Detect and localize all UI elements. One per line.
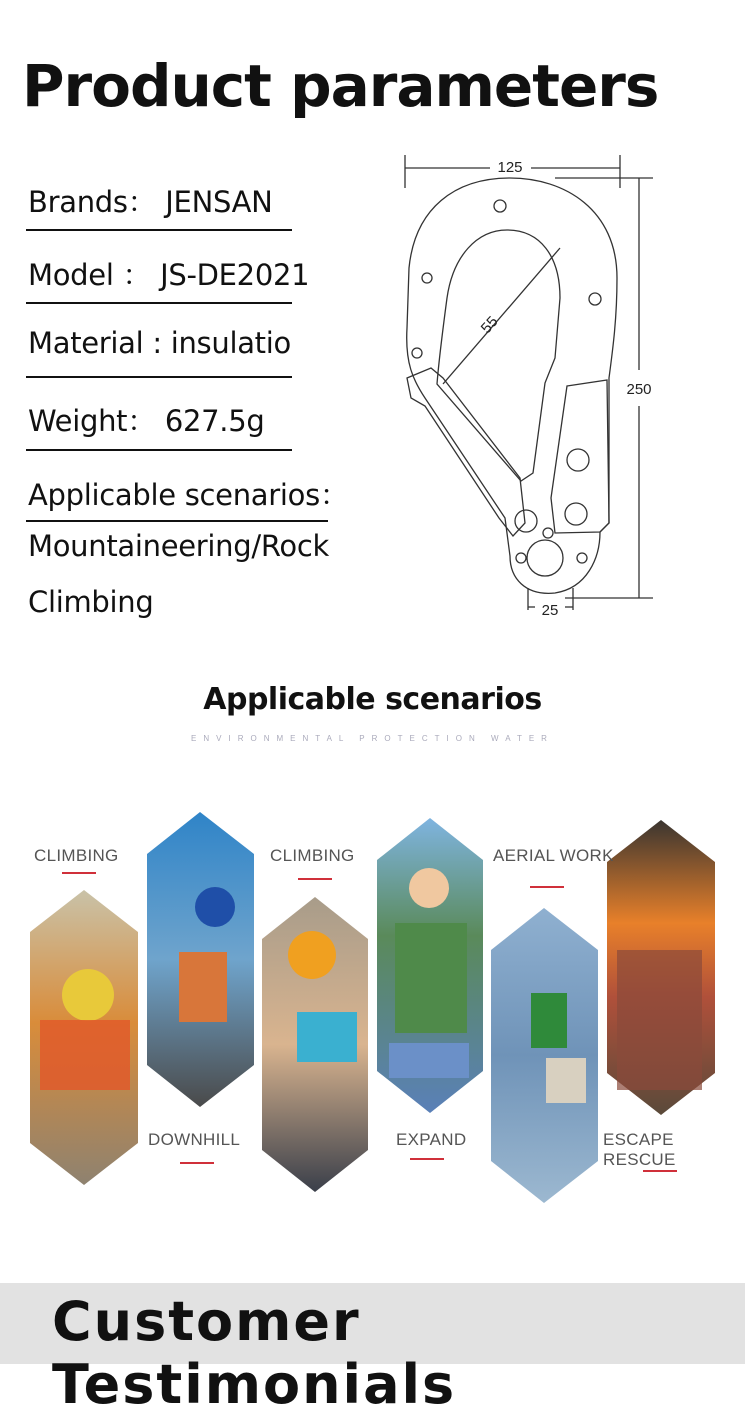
dim-opening-label: 55 xyxy=(477,313,502,337)
spec-model: Model ： JS-DE2021 xyxy=(28,258,310,292)
spec-divider xyxy=(26,302,292,304)
accent-line xyxy=(62,872,96,874)
spec-divider xyxy=(26,229,292,231)
scenario-label-climbing-2: CLIMBING xyxy=(270,846,355,865)
spec-material: Material : insulatio xyxy=(28,326,291,360)
spec-divider xyxy=(26,520,328,522)
accent-line xyxy=(410,1158,444,1160)
climbing-photo-1 xyxy=(30,890,138,1185)
spec-scenarios-value-1: Mountaineering/Rock xyxy=(28,529,329,563)
footer-title: Customer Testimonials xyxy=(52,1290,457,1416)
downhill-photo xyxy=(147,812,254,1107)
scenario-label-aerial-work: AERIAL WORK xyxy=(493,846,614,865)
spec-divider xyxy=(26,449,292,451)
spec-scenarios-label: Applicable scenarios： xyxy=(28,478,349,512)
dim-width-label: 125 xyxy=(497,159,523,176)
dim-eye-label: 25 xyxy=(541,602,559,618)
expand-photo xyxy=(377,818,483,1113)
accent-line xyxy=(298,878,332,880)
carabiner-diagram xyxy=(395,148,665,618)
scenario-label-downhill: DOWNHILL xyxy=(148,1130,241,1149)
accent-line xyxy=(530,886,564,888)
spec-scenarios-value-2: Climbing xyxy=(28,585,154,619)
escape-rescue-photo xyxy=(607,820,715,1115)
spec-divider xyxy=(26,376,292,378)
scenario-label-expand: EXPAND xyxy=(396,1130,467,1149)
section-subtitle: ENVIRONMENTAL PROTECTION WATER xyxy=(191,734,554,743)
accent-line xyxy=(180,1162,214,1164)
accent-line xyxy=(643,1170,677,1172)
section-title: Applicable scenarios xyxy=(203,682,542,717)
climbing-photo-2 xyxy=(262,897,368,1192)
scenario-label-climbing-1: CLIMBING xyxy=(34,846,119,865)
page-title: Product parameters xyxy=(22,52,659,120)
aerial-work-photo xyxy=(491,908,598,1203)
dim-height-label: 250 xyxy=(626,381,652,398)
scenario-label-escape-rescue: ESCAPE RESCUE xyxy=(603,1130,676,1169)
spec-brand: Brands： JENSAN xyxy=(28,185,273,219)
spec-weight: Weight： 627.5g xyxy=(28,404,265,438)
